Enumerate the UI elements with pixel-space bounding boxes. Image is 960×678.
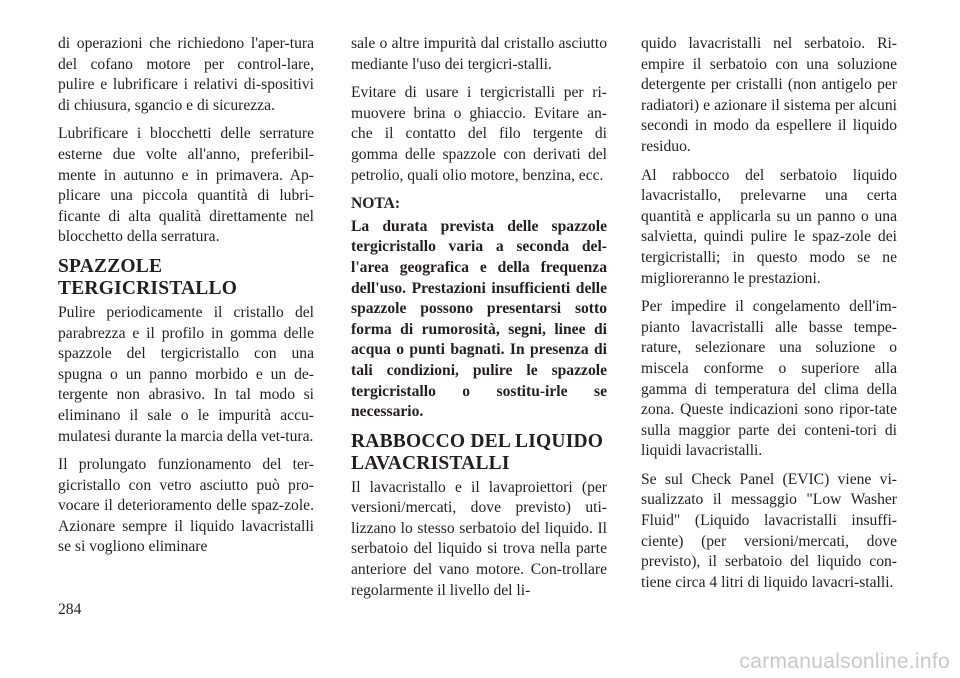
paragraph-clean-blades-with-fluid: Al rabbocco del serbatoio liquido lavacristallo, prelevarne una certa quantità e applicarla su un panno o una salvietta, quindi pulire le spaz-zole dei tergicristalli; in questo modo se ne miglioreranno le prestazioni. <box>641 166 897 287</box>
paragraph-prevent-freezing: Per impedire il congelamento dell'im-pianto lavacristalli alle basse tempe-rature, selezionare una soluzione o miscela conforme o superiore alla gamma di temperatura del clima della zona. Queste indicazioni sono ripor-tate sulla maggior parte dei conteni-tori di liquidi lavacristalli. <box>641 298 897 460</box>
paragraph-windshield-cleaning: Pulire periodicamente il cristallo del parabrezza e il profilo in gomma delle spazzole del tergicristallo con una spugna o un panno morbido e un de-tergente non abrasivo. In tal modo si eliminano il sale o le impurità accu-mulatesi durante la marcia della vet-tura. <box>58 303 314 445</box>
column-1 <box>58 34 314 566</box>
column-3 <box>641 34 897 601</box>
heading-wiper-blades: SPAZZOLE TERGICRISTALLO <box>58 255 238 299</box>
paragraph-refill-reservoir: quido lavacristalli nel serbatoio. Ri-empire il serbatoio con una soluzione detergente per cristalli (non antigelo per radiatori) e azionare il sistema per alcuni secondi in modo da espellere il liquido residuo. <box>641 35 897 155</box>
paragraph-avoid-frost-removal: Evitare di usare i tergicristalli per ri-muovere brina o ghiaccio. Evitare an-che il contatto del filo tergente di gomma delle spazzole con derivati del petrolio, quali olio motore, benzina, ecc. <box>351 84 607 184</box>
paragraph-hood-devices: di operazioni che richiedono l'aper-tura del cofano motore per control-lare, pulire e lubrificare i relativi di-spositivi di chiusura, sgancio e di sicurezza. <box>58 35 314 114</box>
site-watermark: carmanualsonline.info <box>739 650 950 673</box>
column-2 <box>351 34 607 609</box>
paragraph-lock-lubrication: Lubrificare i blocchetti delle serrature esterne due volte all'anno, preferibil-mente in autunno e in primavera. Ap-plicare una piccola quantità di lubri-ficante di alta qualità direttamente nel blocchetto della serratura. <box>58 125 314 246</box>
paragraph-dry-glass-wiping: Il prolungato funzionamento del ter-gicristallo con vetro asciutto può pro-vocare il deterioramento delle spaz-zole. Azionare sempre il liquido lavacristalli se si vogliono eliminare <box>58 456 314 556</box>
heading-washer-fluid-refill: RABBOCCO DEL LIQUIDO LAVACRISTALLI <box>351 430 604 474</box>
paragraph-low-washer-fluid-message: Se sul Check Panel (EVIC) viene vi-sualizzato il messaggio "Low Washer Fluid" (Liquido lavacristalli insuffi-ciente) (per versioni/mercati, dove previsto), il serbatoio del liquido con-tiene circa 4 litri di liquido lavacri-stalli. <box>641 470 897 591</box>
paragraph-dry-glass-continued: sale o altre impurità dal cristallo asciutto mediante l'uso dei tergicri-stalli. <box>351 35 607 73</box>
note-text: La durata prevista delle spazzole tergicristallo varia a seconda del-l'area geografica e della frequenza dell'uso. Prestazioni insufficienti delle spazzole possono presentarsi sotto forma di rumorosità, segni, linee di acqua o punti bagnati. In presenza di tali condizioni, pulire le spazzole tergicristallo o sostitu-irle se necessario. <box>351 217 607 421</box>
paragraph-washer-reservoir: Il lavacristallo e il lavaproiettori (per versioni/mercati, dove previsto) uti-lizzano lo stesso serbatoio del liquido. Il serbatoio del liquido si trova nella parte anteriore del vano motore. Con-trollare regolarmente il livello del li- <box>351 478 607 599</box>
page-number: 284 <box>58 601 82 618</box>
note-label: NOTA: <box>351 195 401 213</box>
